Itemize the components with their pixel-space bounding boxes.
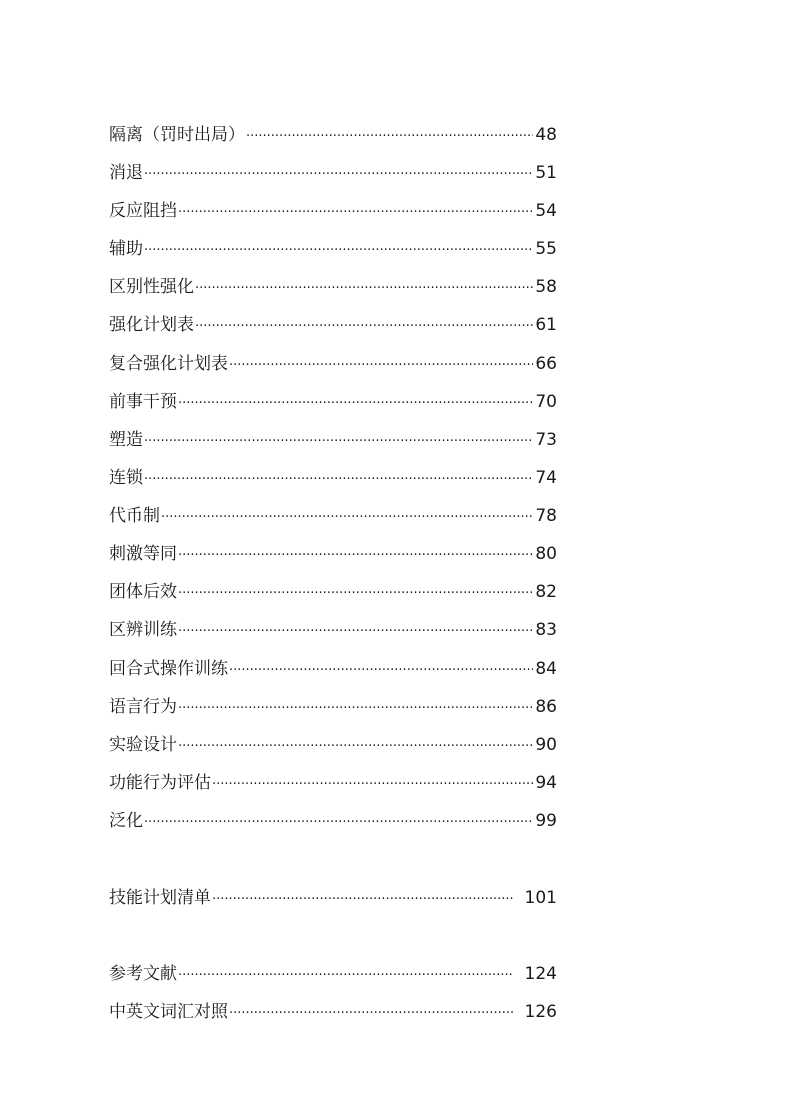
toc-entry-title: 连锁	[109, 468, 143, 488]
toc-entry-title: 塑造	[109, 430, 143, 450]
toc-entry-title: 辅助	[109, 239, 143, 259]
toc-dot-leader	[178, 582, 533, 606]
toc-entry[interactable]	[109, 1000, 557, 1024]
toc-entry-title: 复合强化计划表	[109, 354, 228, 374]
toc-dot-leader	[178, 735, 533, 759]
toc-entry-page: 83	[535, 620, 557, 640]
toc-entry[interactable]	[109, 123, 557, 147]
toc-entry-title: 参考文献	[109, 964, 177, 984]
toc-entry-page: 101	[524, 888, 557, 908]
toc-entry[interactable]	[109, 161, 557, 185]
toc-entry[interactable]	[109, 352, 557, 376]
toc-entry-page: 94	[535, 773, 557, 793]
toc-entry[interactable]	[109, 695, 557, 719]
toc-entry-title: 技能计划清单	[109, 888, 211, 908]
toc-entry-title: 回合式操作训练	[109, 659, 228, 679]
toc-entry[interactable]	[109, 618, 557, 642]
toc-entry[interactable]	[109, 771, 557, 795]
toc-dot-leader	[178, 964, 513, 988]
toc-entry-page: 80	[535, 544, 557, 564]
toc-entry[interactable]	[109, 466, 557, 490]
toc-dot-leader	[246, 125, 533, 149]
toc-entry[interactable]	[109, 237, 557, 261]
toc-dot-leader	[144, 468, 533, 492]
toc-entry-title: 区别性强化	[109, 277, 194, 297]
toc-entry-page: 73	[535, 430, 557, 450]
toc-entry-title: 隔离（罚时出局）	[109, 125, 245, 145]
toc-entry-title: 中英文词汇对照	[109, 1002, 228, 1022]
toc-entry-page: 84	[535, 659, 557, 679]
toc-entry-page: 55	[535, 239, 557, 259]
toc-entry[interactable]	[109, 962, 557, 986]
toc-entry-page: 74	[535, 468, 557, 488]
toc-entry-title: 前事干预	[109, 392, 177, 412]
toc-entry-title: 语言行为	[109, 697, 177, 717]
toc-entry[interactable]	[109, 580, 557, 604]
toc-dot-leader	[229, 1002, 513, 1026]
toc-dot-leader	[178, 201, 533, 225]
toc-dot-leader	[195, 277, 533, 301]
toc-entry[interactable]	[109, 733, 557, 757]
toc-dot-leader	[178, 620, 533, 644]
toc-entry-page: 66	[535, 354, 557, 374]
toc-dot-leader	[161, 506, 533, 530]
toc-entry-page: 48	[535, 125, 557, 145]
toc-entry-page: 78	[535, 506, 557, 526]
toc-entry[interactable]	[109, 428, 557, 452]
toc-entry[interactable]	[109, 313, 557, 337]
toc-entry-page: 124	[524, 964, 557, 984]
toc-entry-title: 强化计划表	[109, 315, 194, 335]
toc-entry-title: 反应阻挡	[109, 201, 177, 221]
toc-entry-page: 70	[535, 392, 557, 412]
toc-dot-leader	[144, 163, 533, 187]
toc-entry-page: 90	[535, 735, 557, 755]
toc-dot-leader	[178, 392, 533, 416]
toc-entry-page: 126	[524, 1002, 557, 1022]
toc-entry[interactable]	[109, 657, 557, 681]
toc-entry[interactable]	[109, 504, 557, 528]
toc-entry[interactable]	[109, 390, 557, 414]
toc-dot-leader	[195, 315, 533, 339]
toc-dot-leader	[212, 773, 533, 797]
toc-entry-title: 消退	[109, 163, 143, 183]
toc-dot-leader	[144, 430, 533, 454]
toc-entry-page: 82	[535, 582, 557, 602]
toc-entry-title: 实验设计	[109, 735, 177, 755]
toc-entry-title: 功能行为评估	[109, 773, 211, 793]
toc-entry-page: 58	[535, 277, 557, 297]
toc-entry-title: 团体后效	[109, 582, 177, 602]
toc-entry-title: 代币制	[109, 506, 160, 526]
toc-dot-leader	[144, 811, 533, 835]
toc-entry-page: 51	[535, 163, 557, 183]
toc-entry-title: 泛化	[109, 811, 143, 831]
toc-entry-title: 刺激等同	[109, 544, 177, 564]
toc-entry[interactable]	[109, 809, 557, 833]
toc-entry-title: 区辨训练	[109, 620, 177, 640]
toc-dot-leader	[229, 354, 533, 378]
toc-dot-leader	[178, 697, 533, 721]
toc-entry[interactable]	[109, 275, 557, 299]
toc-dot-leader	[212, 888, 513, 912]
toc-dot-leader	[178, 544, 533, 568]
toc-entry[interactable]	[109, 886, 557, 910]
toc-dot-leader	[144, 239, 533, 263]
toc-entry[interactable]	[109, 542, 557, 566]
toc-entry[interactable]	[109, 199, 557, 223]
toc-entry-page: 99	[535, 811, 557, 831]
toc-entry-page: 54	[535, 201, 557, 221]
toc-entry-page: 86	[535, 697, 557, 717]
toc-entry-page: 61	[535, 315, 557, 335]
toc-dot-leader	[229, 659, 533, 683]
